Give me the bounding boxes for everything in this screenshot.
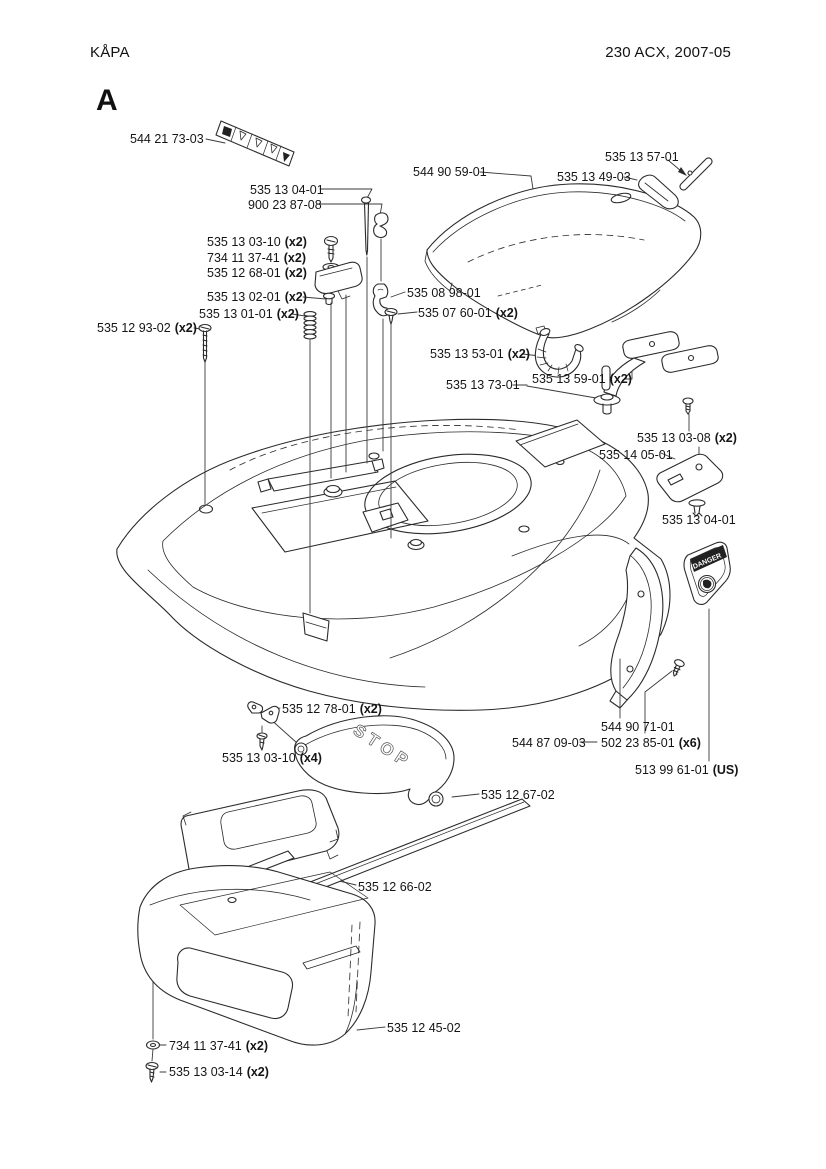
- part-label-535-13-49-03: 535 13 49-03: [557, 170, 631, 184]
- part-label-535-13-03-10-b: 535 13 03-10 (x4): [222, 751, 322, 765]
- flat-screw: [385, 309, 397, 325]
- part-label-535-13-03-10: 535 13 03-10 (x2): [207, 235, 307, 249]
- part-label-544-90-59-01: 544 90 59-01: [413, 165, 487, 179]
- part-label-535-13-59-01: 535 13 59-01 (x2): [532, 372, 632, 386]
- part-label-544-90-71-01: 544 90 71-01: [601, 720, 675, 734]
- part-label-900-23-87-08: 900 23 87-08: [248, 198, 322, 212]
- part-label-535-13-03-14: 535 13 03-14 (x2): [169, 1065, 269, 1079]
- part-label-535-12-68-01: 535 12 68-01 (x2): [207, 266, 307, 280]
- part-label-535-13-01-01: 535 13 01-01 (x2): [199, 307, 299, 321]
- part-label-734-11-37-41-b: 734 11 37-41 (x2): [169, 1039, 268, 1053]
- part-label-535-13-73-01: 535 13 73-01: [446, 378, 520, 392]
- part-label-535-14-05-01: 535 14 05-01: [599, 448, 673, 462]
- small-clip: [374, 213, 388, 238]
- part-label-513-99-61-01: 513 99 61-01 (US): [635, 763, 739, 777]
- part-label-535-07-60-01: 535 07 60-01 (x2): [418, 306, 518, 320]
- document-title: KÅPA: [90, 44, 130, 61]
- chassis-body: [117, 419, 670, 710]
- part-label-535-13-03-08: 535 13 03-08 (x2): [637, 431, 737, 445]
- bottom-screw: [146, 1063, 158, 1083]
- part-label-535-13-02-01: 535 13 02-01 (x2): [207, 290, 307, 304]
- part-label-535-13-57-01: 535 13 57-01: [605, 150, 679, 164]
- part-label-535-12-45-02: 535 12 45-02: [387, 1021, 461, 1035]
- model-revision: 230 ACX, 2007-05: [605, 44, 731, 61]
- long-pin: [362, 197, 371, 255]
- arrowhead: [678, 167, 687, 176]
- part-label-535-13-53-01: 535 13 53-01 (x2): [430, 347, 530, 361]
- part-label-544-21-73-03: 544 21 73-03: [130, 132, 204, 146]
- part-label-535-12-78-01: 535 12 78-01 (x2): [282, 702, 382, 716]
- warning-decal-strip: [216, 121, 294, 166]
- danger-decal-text: DANGER: [692, 552, 723, 571]
- part-label-535-12-67-02: 535 12 67-02: [481, 788, 555, 802]
- long-screw: [199, 325, 211, 363]
- screw-washer-bracket-group: [315, 237, 362, 300]
- stop-button-text: STOP: [349, 720, 416, 773]
- flap-screw: [669, 658, 685, 678]
- bottom-washer: [147, 1041, 160, 1049]
- compression-spring: [304, 312, 316, 339]
- part-label-502-23-85-01: 502 23 85-01 (x6): [601, 736, 701, 750]
- part-label-544-87-09-03: 544 87 09-03: [512, 736, 586, 750]
- part-label-535-13-04-01: 535 13 04-01: [250, 183, 324, 197]
- section-letter: A: [96, 84, 118, 117]
- hinge-pieces: [248, 702, 279, 750]
- handle-bracket: [604, 332, 718, 396]
- danger-decal: [684, 542, 730, 604]
- part-label-535-12-93-02: 535 12 93-02 (x2): [97, 321, 197, 335]
- part-label-535-13-04-01-b: 535 13 04-01: [662, 513, 736, 527]
- part-label-535-12-66-02: 535 12 66-02: [358, 880, 432, 894]
- part-label-535-08-98-01: 535 08 98-01: [407, 286, 481, 300]
- front-bumper: [138, 866, 375, 1046]
- screw-03-08: [683, 398, 693, 414]
- part-label-734-11-37-41: 734 11 37-41 (x2): [207, 251, 306, 265]
